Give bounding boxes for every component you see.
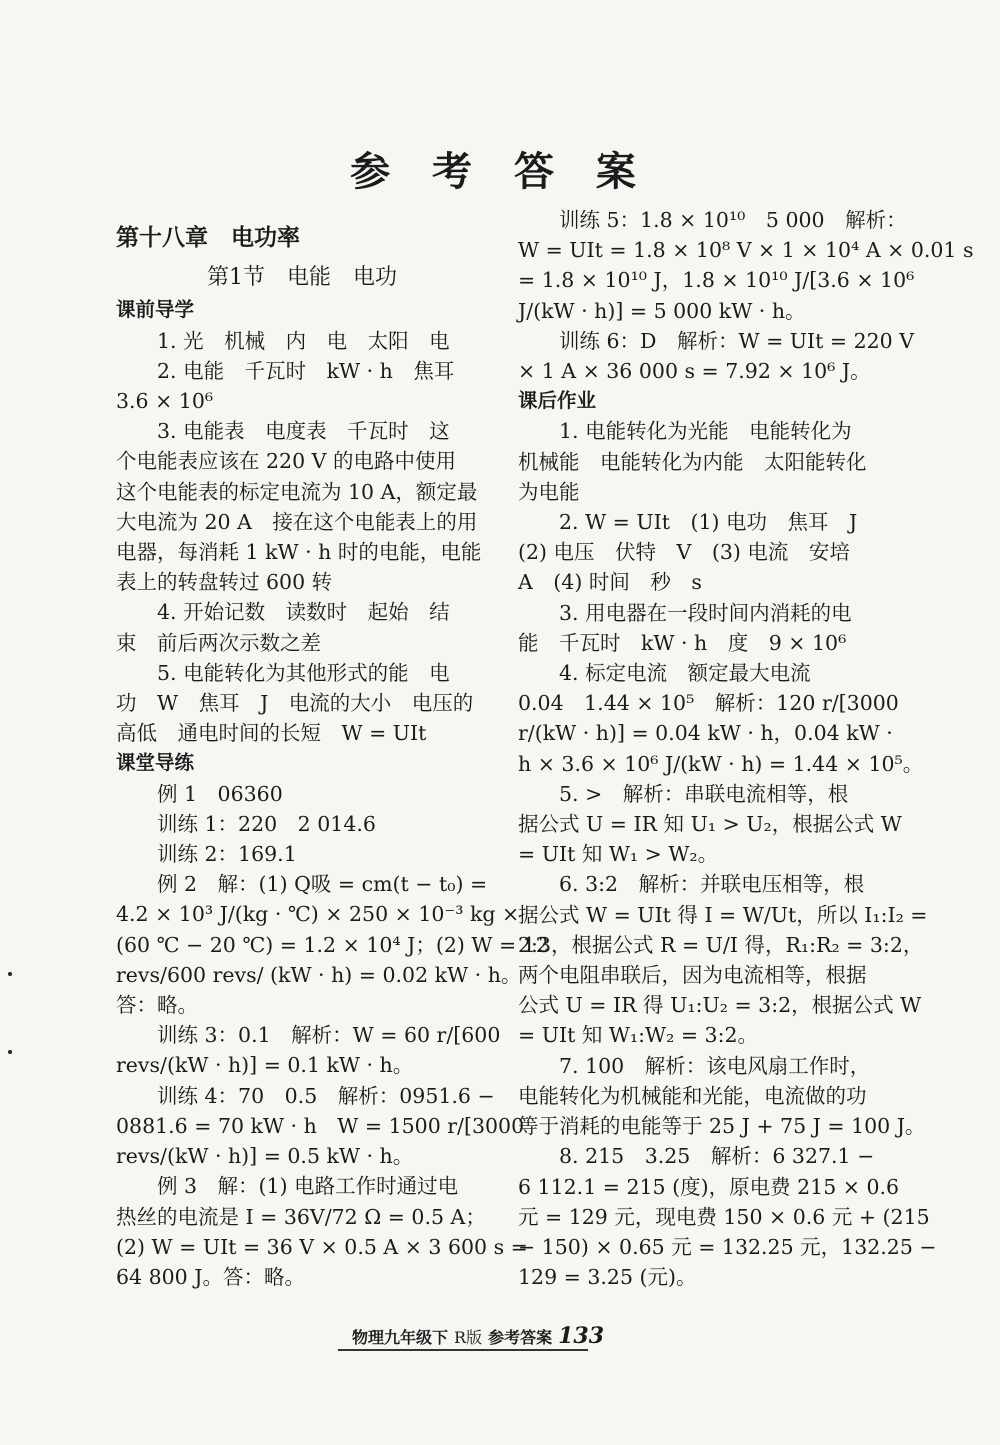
footer-book-title: 物理九年级下 bbox=[352, 1328, 449, 1347]
margin-dot bbox=[8, 972, 12, 976]
answer-line: 两个电阻串联后，因为电流相等，根据 bbox=[518, 963, 867, 988]
answer-line: = UIt 知 W₁ > W₂。 bbox=[518, 842, 719, 867]
page-title: 参 考 答 案 bbox=[350, 149, 650, 195]
subsection-heading: 课前导学 bbox=[116, 298, 195, 322]
right-column bbox=[518, 205, 974, 1292]
answer-line: 3. 用电器在一段时间内消耗的电 bbox=[518, 600, 852, 625]
answer-line: − 150) × 0.65 元 = 132.25 元，132.25 − bbox=[518, 1234, 937, 1259]
answer-line: h × 3.6 × 10⁶ J/(kW · h) = 1.44 × 10⁵。 bbox=[518, 751, 924, 776]
answer-line: 5. > 解析：串联电流相等，根 bbox=[518, 781, 849, 806]
answer-line: J/(kW · h)] = 5 000 kW · h。 bbox=[518, 298, 806, 323]
answer-line: 能 千瓦时 kW · h 度 9 × 10⁶ bbox=[518, 630, 847, 655]
answer-line: 0881.6 = 70 kW · h W = 1500 r/[3000 bbox=[116, 1113, 525, 1138]
answer-line: 64 800 J。答：略。 bbox=[116, 1264, 305, 1289]
answer-line: 等于消耗的电能等于 25 J + 75 J = 100 J。 bbox=[518, 1114, 926, 1139]
answer-line: 训练 3：0.1 解析：W = 60 r/[600 bbox=[116, 1023, 501, 1048]
answer-line: 2. W = UIt (1) 电功 焦耳 J bbox=[518, 510, 858, 535]
answer-line: 电能转化为机械能和光能，电流做的功 bbox=[518, 1083, 867, 1108]
answer-line: 训练 1：220 2 014.6 bbox=[116, 811, 376, 836]
answer-line: 3.6 × 10⁶ bbox=[116, 389, 214, 414]
answer-line: (2) W = UIt = 36 V × 0.5 A × 3 600 s = bbox=[116, 1234, 528, 1259]
answer-line: (60 ℃ − 20 ℃) = 1.2 × 10⁴ J；(2) W = 12 bbox=[116, 932, 549, 957]
answer-line: = 1.8 × 10¹⁰ J，1.8 × 10¹⁰ J/[3.6 × 10⁶ bbox=[518, 268, 915, 293]
subsection-heading: 课堂导练 bbox=[116, 751, 195, 775]
answer-line: revs/(kW · h)] = 0.1 kW · h。 bbox=[116, 1053, 414, 1078]
answer-line: 6 112.1 = 215 (度)，原电费 215 × 0.6 bbox=[518, 1174, 900, 1199]
answer-line: 例 2 解：(1) Q吸 = cm(t − t₀) = bbox=[116, 872, 488, 897]
footer-rule bbox=[338, 1349, 588, 1351]
answer-line: 高低 通电时间的长短 W = UIt bbox=[116, 721, 427, 746]
answer-line: W = UIt = 1.8 × 10⁸ V × 1 × 10⁴ A × 0.01 s bbox=[518, 238, 974, 263]
answer-line: 4. 开始记数 读数时 起始 结 bbox=[116, 600, 450, 625]
answer-line: 束 前后两次示数之差 bbox=[116, 630, 321, 655]
answer-line: 0.04 1.44 × 10⁵ 解析：120 r/[3000 bbox=[518, 691, 899, 716]
answer-line: 元 = 129 元，现电费 150 × 0.6 元 + (215 bbox=[518, 1204, 930, 1229]
answer-line: 1. 电能转化为光能 电能转化为 bbox=[518, 419, 852, 444]
section-heading: 第1节 电能 电功 bbox=[207, 265, 397, 291]
answer-line: 个电能表应该在 220 V 的电路中使用 bbox=[116, 449, 456, 474]
page-footer bbox=[352, 1323, 604, 1349]
answer-line: 129 = 3.25 (元)。 bbox=[518, 1265, 697, 1290]
answer-line: 2:3，根据公式 R = U/I 得，R₁:R₂ = 3:2， bbox=[518, 932, 924, 957]
footer-section: 参考答案 bbox=[488, 1328, 553, 1347]
answer-line: 训练 6：D 解析：W = UIt = 220 V bbox=[518, 328, 915, 353]
answer-line: 表上的转盘转过 600 转 bbox=[116, 570, 333, 595]
answer-line: 据公式 W = UIt 得 I = W/Ut，所以 I₁:I₂ = bbox=[518, 902, 928, 927]
answer-line: 大电流为 20 A 接在这个电能表上的用 bbox=[116, 509, 478, 534]
answer-line: 4.2 × 10³ J/(kg · ℃) × 250 × 10⁻³ kg × bbox=[116, 902, 520, 927]
answer-line: 8. 215 3.25 解析：6 327.1 − bbox=[518, 1144, 875, 1169]
answer-line: = UIt 知 W₁:W₂ = 3:2。 bbox=[518, 1023, 759, 1048]
answer-line: 据公式 U = IR 知 U₁ > U₂，根据公式 W bbox=[518, 812, 902, 837]
answer-line: 机械能 电能转化为内能 太阳能转化 bbox=[518, 449, 867, 474]
answer-line: 2. 电能 千瓦时 kW · h 焦耳 bbox=[116, 358, 455, 383]
answer-line: revs/(kW · h)] = 0.5 kW · h。 bbox=[116, 1144, 414, 1169]
answer-line: × 1 A × 36 000 s = 7.92 × 10⁶ J。 bbox=[518, 359, 871, 384]
answer-line: 功 W 焦耳 J 电流的大小 电压的 bbox=[116, 691, 474, 716]
answer-line: (2) 电压 伏特 V (3) 电流 安培 bbox=[518, 540, 850, 565]
chapter-heading: 第十八章 电功率 bbox=[116, 225, 300, 251]
answer-line: 为电能 bbox=[518, 479, 580, 504]
answer-line: 6. 3:2 解析：并联电压相等，根 bbox=[518, 872, 865, 897]
page-number: 133 bbox=[558, 1323, 605, 1349]
answer-line: 这个电能表的标定电流为 10 A，额定最 bbox=[116, 479, 478, 504]
answer-line: 电器，每消耗 1 kW · h 时的电能，电能 bbox=[116, 540, 482, 565]
answer-line: 3. 电能表 电度表 千瓦时 这 bbox=[116, 419, 450, 444]
footer-edition: R版 bbox=[454, 1328, 483, 1347]
answer-line: 1. 光 机械 内 电 太阳 电 bbox=[116, 328, 450, 353]
answer-line: 公式 U = IR 得 U₁:U₂ = 3:2，根据公式 W bbox=[518, 993, 922, 1018]
answer-line: 5. 电能转化为其他形式的能 电 bbox=[116, 660, 450, 685]
answer-line: 训练 4：70 0.5 解析：0951.6 − bbox=[116, 1083, 495, 1108]
answer-line: 答：略。 bbox=[116, 993, 198, 1018]
subsection-heading: 课后作业 bbox=[518, 389, 597, 413]
margin-dot bbox=[8, 1050, 12, 1054]
answer-line: 例 3 解：(1) 电路工作时通过电 bbox=[116, 1174, 459, 1199]
answer-line: 训练 2：169.1 bbox=[116, 842, 297, 867]
answer-line: r/(kW · h)] = 0.04 kW · h，0.04 kW · bbox=[518, 721, 893, 746]
answer-line: revs/600 revs/ (kW · h) = 0.02 kW · h。 bbox=[116, 962, 522, 987]
answer-line: 热丝的电流是 I = 36V/72 Ω = 0.5 A； bbox=[116, 1204, 486, 1229]
answer-line: A (4) 时间 秒 s bbox=[518, 570, 702, 595]
answer-line: 4. 标定电流 额定最大电流 bbox=[518, 661, 811, 686]
answer-line: 训练 5：1.8 × 10¹⁰ 5 000 解析： bbox=[518, 208, 907, 232]
answer-line: 7. 100 解析：该电风扇工作时， bbox=[518, 1053, 871, 1078]
answer-line: 例 1 06360 bbox=[116, 781, 283, 806]
